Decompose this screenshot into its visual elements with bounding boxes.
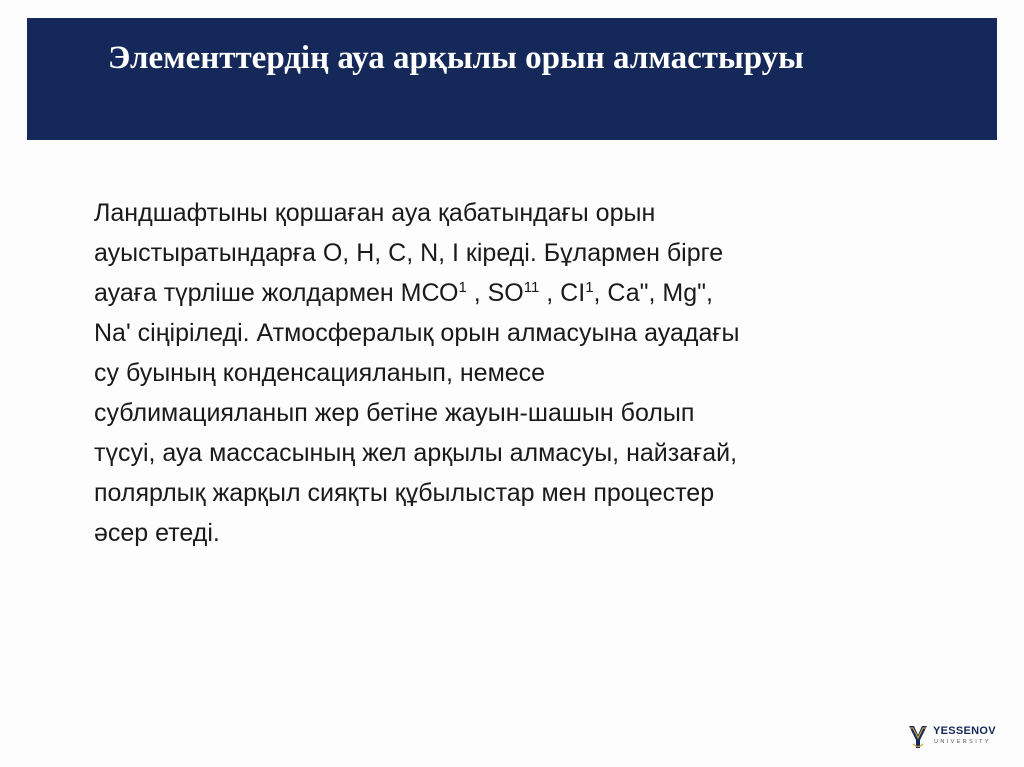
title-banner <box>27 18 997 140</box>
body-line <box>94 273 924 313</box>
superscript: 11 <box>523 279 540 296</box>
body-paragraph <box>94 193 924 553</box>
body-text-segment: , CI <box>539 279 586 307</box>
body-text-segment: ауаға түрліше жолдармен МСО <box>94 279 459 307</box>
body-line: су буының конденсацияланып, немесе <box>94 359 546 387</box>
university-logo <box>907 720 1007 756</box>
slide-title: Элементтердің ауа арқылы орын алмастыруы <box>108 40 804 76</box>
body-line: түсуі, ауа массасының жел арқылы алмасуы, найзағай, <box>94 439 738 467</box>
superscript: 1 <box>458 279 467 296</box>
body-line: ауыстыратындарға О, Н, С, N, І кіреді. Бұлармен бірге <box>94 239 724 267</box>
body-text-segment: , SO <box>466 279 524 307</box>
body-line: әсер етеді. <box>94 519 220 547</box>
body-line: Na' сіңіріледі. Атмосфералық орын алмасуына ауадағы <box>94 319 740 347</box>
body-line: Ландшафтыны қоршаған ауа қабатындағы орын <box>94 199 656 227</box>
superscript: 1 <box>585 279 594 296</box>
logo-subtitle: UNIVERSITY <box>934 739 992 745</box>
yessenov-emblem-icon <box>907 724 929 750</box>
body-text-segment: , Са", Мg", <box>593 279 713 307</box>
body-line: сублимацияланып жер бетіне жауын-шашын болып <box>94 399 695 427</box>
logo-name: YESSENOV <box>933 725 996 737</box>
body-line: полярлық жарқыл сияқты құбылыстар мен процестер <box>94 479 715 507</box>
